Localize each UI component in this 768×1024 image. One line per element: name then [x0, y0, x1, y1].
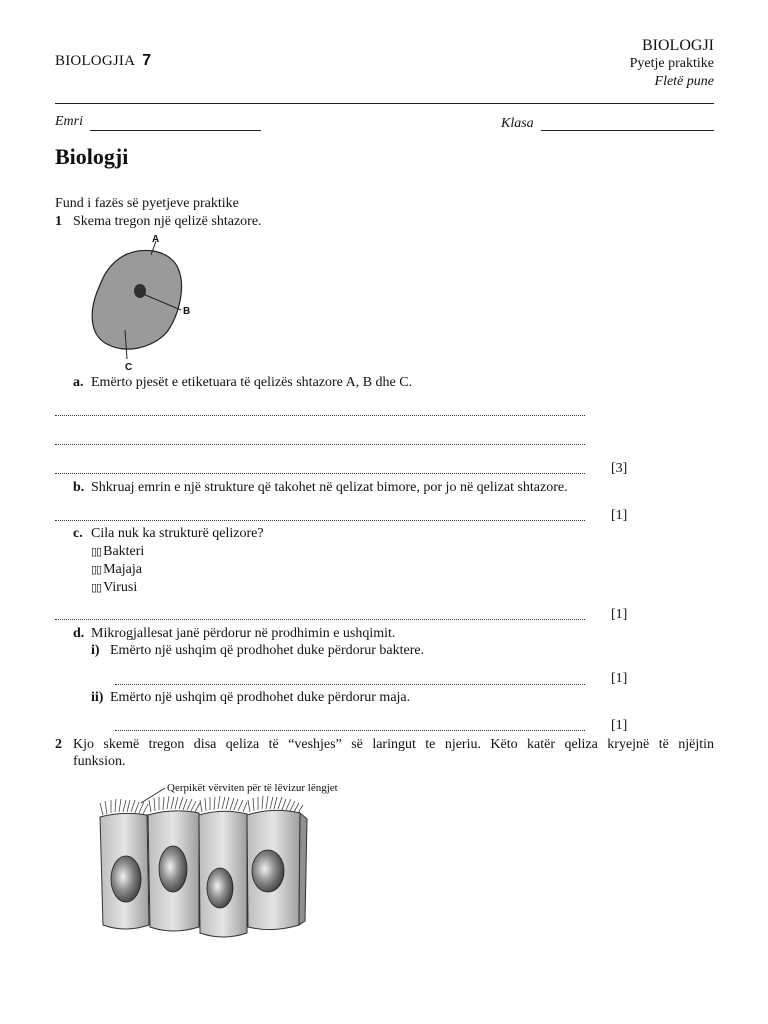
- header-right-title: BIOLOGJI: [642, 37, 714, 54]
- nucleus-1: [111, 856, 141, 902]
- answer-line-1a-2[interactable]: [55, 444, 585, 445]
- animal-cell-diagram: [75, 230, 205, 375]
- cell-body: [92, 250, 181, 349]
- q1d-text: Mikrogjallesat janë përdorur në prodhimin e ushqimit.: [91, 626, 396, 641]
- nucleus-3: [207, 868, 233, 908]
- nucleus-4: [252, 850, 284, 892]
- section-title: Fund i fazës së pyetjeve praktike: [55, 196, 239, 211]
- q1a-marks: [3]: [611, 461, 628, 476]
- label-c: C: [125, 362, 133, 373]
- q1d-ii-label: ii): [91, 690, 104, 705]
- label-b: B: [183, 306, 191, 317]
- q1b-letter: b.: [73, 480, 85, 495]
- answer-line-1b[interactable]: [55, 520, 585, 521]
- name-field[interactable]: [90, 130, 261, 131]
- class-label: Klasa: [501, 116, 534, 131]
- q2-text-line2: funksion.: [73, 754, 126, 769]
- q1c-letter: c.: [73, 526, 83, 541]
- checkbox-glyph: ▯▯: [91, 546, 102, 558]
- q1a-letter: a.: [73, 375, 84, 390]
- q1d-ii-marks: [1]: [611, 718, 628, 733]
- q1d-ii-text: Emërto një ushqim që prodhohet duke përdorur maja.: [110, 690, 411, 705]
- option-label: Majaja: [103, 562, 142, 577]
- header-divider: [55, 103, 714, 104]
- q1d-i-text: Emërto një ushqim që prodhohet duke përdorur baktere.: [110, 643, 425, 658]
- header-right-sheet: Fletë pune: [654, 74, 714, 89]
- option-virusi[interactable]: [91, 579, 137, 597]
- nucleus: [134, 284, 146, 298]
- option-label: Bakteri: [103, 544, 145, 559]
- answer-line-1a-3[interactable]: [55, 473, 585, 474]
- option-bakteri[interactable]: [91, 543, 144, 561]
- q1d-i-label: i): [91, 643, 100, 658]
- grade-number: 7: [142, 52, 152, 69]
- ciliated-cells-diagram: [95, 775, 395, 950]
- name-label: Emri: [55, 114, 83, 129]
- q1a-text: Emërto pjesët e etiketuara të qelizës shtazore A, B dhe C.: [91, 375, 413, 390]
- header-subject: [55, 52, 151, 70]
- q1c-text: Cila nuk ka strukturë qelizore?: [91, 526, 264, 541]
- cilia-annotation: Qerpikët vërviten për të lëvizur lëngjet: [167, 782, 338, 794]
- q2-text-line1: Kjo skemë tregon disa qeliza të “veshjes” së laringut te njeriu. Këto katër qeliza kryejnë të njëjtin: [73, 737, 714, 752]
- checkbox-glyph: ▯▯: [91, 564, 102, 576]
- header-right-subtitle: Pyetje praktike: [629, 56, 714, 71]
- q1d-letter: d.: [73, 626, 85, 641]
- q1-number: 1: [55, 214, 62, 229]
- answer-line-1c[interactable]: [55, 619, 585, 620]
- answer-line-1d-ii[interactable]: [115, 730, 585, 731]
- q1c-marks: [1]: [611, 607, 628, 622]
- answer-line-1d-i[interactable]: [115, 684, 585, 685]
- class-field[interactable]: [541, 130, 714, 131]
- q2-number: 2: [55, 737, 62, 752]
- option-majaja[interactable]: [91, 561, 142, 579]
- q1d-i-marks: [1]: [611, 671, 628, 686]
- q1b-text: Shkruaj emrin e një strukture që takohet në qelizat bimore, por jo në qelizat shtazore.: [91, 480, 568, 495]
- page-title: Biologji: [55, 144, 129, 169]
- option-label: Virusi: [103, 580, 138, 595]
- header-right: [630, 37, 714, 91]
- answer-line-1a-1[interactable]: [55, 415, 585, 416]
- checkbox-glyph: ▯▯: [91, 582, 102, 594]
- q1-text: Skema tregon një qelizë shtazore.: [73, 214, 262, 229]
- label-a: A: [152, 234, 160, 245]
- q1b-marks: [1]: [611, 508, 628, 523]
- subject-name: BIOLOGJIA: [55, 53, 135, 69]
- nucleus-2: [159, 846, 187, 892]
